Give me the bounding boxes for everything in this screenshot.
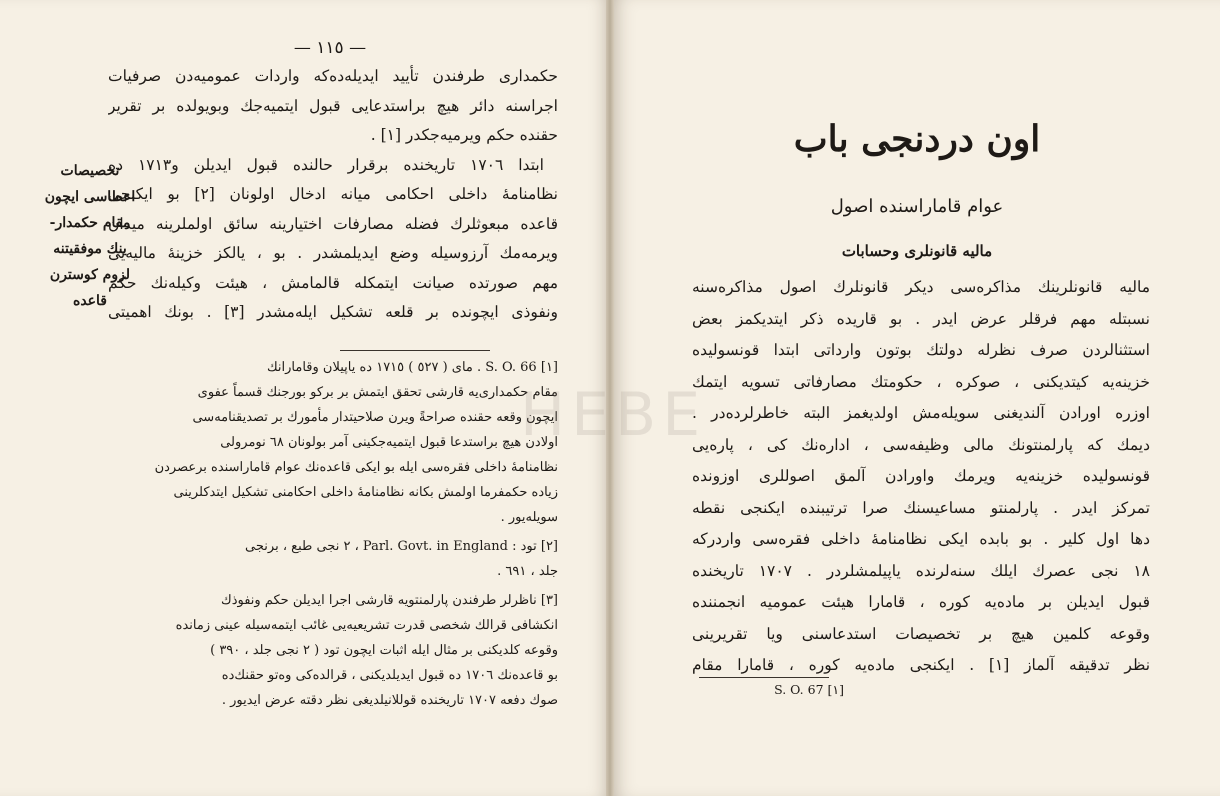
body-line: ابتدا ١٧٠٦ تاريخنده برقرار حالنده قبول ايديلن و١٧١٣ ده: [108, 155, 544, 174]
left-page: [0, 0, 606, 796]
body-line: نسبتله مهم فرقلر عرض ايدر . بو قاريده ذكر ايتديكمز بعض: [692, 309, 1150, 328]
body-line: ديمك كه پارلمنتونك مالى وظيفه‌سى ، اداره‌نك كى ، پاره‌يى: [692, 435, 1150, 454]
right-page: [614, 0, 1220, 796]
footnote-line: جلد ، ٦٩١ .: [497, 564, 558, 579]
section-heading: ماليه قانونلرى وحسابات: [841, 242, 993, 260]
margin-note-line: اعطاسى ايچون: [44, 189, 136, 205]
body-line: اوزره اورادن آلنديغنى سويله‌مش اولديغمز البته خاطرلرده‌در .: [692, 404, 1150, 422]
body-line: حكمدارى طرفندن تأييد ايديله‌ده‌كه واردات عموميه‌دن صرفيات: [108, 67, 558, 85]
footnote-line: [٣] ناظرلر طرفندن پارلمنتويه قارشى اجرا ايديلن حكم ونفوذك: [221, 593, 558, 608]
body-line: تمركز ايدر . پارلمنتو مساعيسنك صرا ترتيبنده ايكنجى نقطه: [692, 498, 1150, 517]
body-line: قونسوليده خزينه‌يه ويرمك واورادن آلمق اصوللرى اوزونده: [692, 467, 1150, 485]
footnote-rule: [699, 677, 829, 678]
body-line: نظامنامهٔ داخلى احكامى ميانه ادخال اولونان [٢] بو ايكنجى: [108, 185, 558, 203]
footnote-line: [١] S. O. 66 . ماى ( ٥٢٧ ) ١٧١٥ ده ياپيلان وقامارانك: [266, 360, 558, 375]
margin-note-line: ينك موفقيتنه: [53, 241, 127, 257]
book-gutter: [606, 0, 614, 796]
body-line: ويرمه‌مك آرزوسيله وضع ايديلمشدر . بو ، يالكز خزينهٔ ماليه‌يى: [108, 244, 558, 262]
footnote-line: صوك دفعه ١٧٠٧ تاريخنده قوللانيلديغى نظر دقته عرض ايديور .: [221, 693, 558, 708]
footnote-line: نظامنامهٔ داخلى فقره‌سى ايله بو ايكى قاعده‌نك عوام قامارا‌سنده برعصردن: [154, 460, 558, 475]
footnote-line: ايچون وقعه حقنده صراحةً ويرن صلاحيتدار مأمورك بر تصديقنامه‌سى: [192, 410, 558, 425]
margin-note-line: لزوم كوسترن: [49, 267, 131, 283]
footnote-line: سويله‌يور .: [500, 510, 558, 525]
body-line: وقوعه كلمين هيچ بر تخصيصات استدعاسنى ويا تقريرينى: [692, 624, 1150, 643]
body-line: اجراسنه دائر هيچ براستدعايى قبول ايتميه‌جك وبويولده بر تقرير: [108, 96, 558, 115]
chapter-title: اون دردنجى باب: [793, 118, 1041, 160]
body-line: استثنالردن صرف نظرله دولتك بوتون وارداتى ابتدا قونسوليده: [692, 341, 1150, 359]
footnote-rule: [340, 350, 490, 351]
body-line: حقنده حكم ويرميه‌جكدر [١] .: [370, 126, 558, 144]
body-line: نظر تدقيقه آلماز [١] . ايكنجى ماده‌يه كوره ، قامارا مقام: [692, 656, 1150, 674]
footnote-line: [٢] تود : Parl. Govt. in England ، ٢ نجى طبع ، برنجى: [245, 539, 558, 554]
left-footnotes: [108, 355, 558, 713]
margin-note-line: قاعده: [73, 293, 107, 309]
footnote-line: انكشافى قرالك شخصى قدرت تشريعيه‌يى غائب ايتمه‌سيله عينى زمانده: [175, 618, 558, 633]
footnote-line: زياده حكمفرما اولمش بكانه نظامنامهٔ داخلى احكامنى تشكيل ايتدكلرينى: [173, 485, 558, 500]
body-line: ١٨ نجى عصرك ايلك سنه‌لرنده ياپيلمشلردر . ١٧٠٧ تاريخنده: [692, 561, 1150, 580]
left-body-text: [108, 62, 558, 328]
body-line: قاعده مبعوثلرك فضله مصارفات اختيارينه سائق اولملرينه ميدان: [108, 214, 558, 233]
body-line: ماليه قانونلرينك مذاكره‌سى ديكر قانونلرك اصول مذاكره‌سنه: [692, 278, 1150, 296]
right-footnote: [١] S. O. 67: [774, 682, 844, 697]
body-line: خزينه‌يه كيتديكنى ، صوكره ، حكومتك مصارفاتى تسويه ايتمك: [692, 372, 1150, 391]
body-line: مهم صورتده صيانت ايتمكله قالمامش ، هيئت وكيله‌نك حكم: [108, 273, 558, 292]
footnote-line: بو قاعده‌نك ١٧٠٦ ده قبول ايديلديكنى ، قرالده‌كى وه‌تو حقنك‌ده: [221, 668, 558, 683]
margin-note: [40, 158, 140, 314]
footnote-line: اولادن هيچ براستدعا قبول ايتميه‌جكينى آمر بولونان ٦٨ نومرولى: [220, 435, 558, 450]
right-body-text: [692, 272, 1150, 682]
footnote-line: وقوعه كلديكنى بر مثال ايله اثبات ايچون تود ( ٢ نجى جلد ، ٣٩٠ ): [210, 643, 558, 658]
margin-note-line: تخصيصات: [60, 163, 120, 179]
page-number: — ١١٥ —: [293, 38, 367, 58]
chapter-subtitle: عوام قاماراسنده اصول: [830, 196, 1004, 217]
body-line: دها اول كلير . بو بابده ايكى نظامنامهٔ داخلى فقره‌سى واردركه: [692, 530, 1150, 548]
margin-note-line: مقام حكمدار-: [49, 215, 131, 231]
footnote-line: مقام حكمدارى‌يه قارشى تحقق ايتمش بر بركو بورجنك قسماً عفوى: [197, 385, 558, 400]
body-line: قبول ايديلن بر ماده‌يه كوره ، قامارا هيئت عموميه انجمننده: [692, 593, 1150, 611]
body-line: ونفوذى ايچونده بر قلعه تشكيل ايله‌مشدر [٣] . بونك اهميتى: [108, 303, 558, 321]
